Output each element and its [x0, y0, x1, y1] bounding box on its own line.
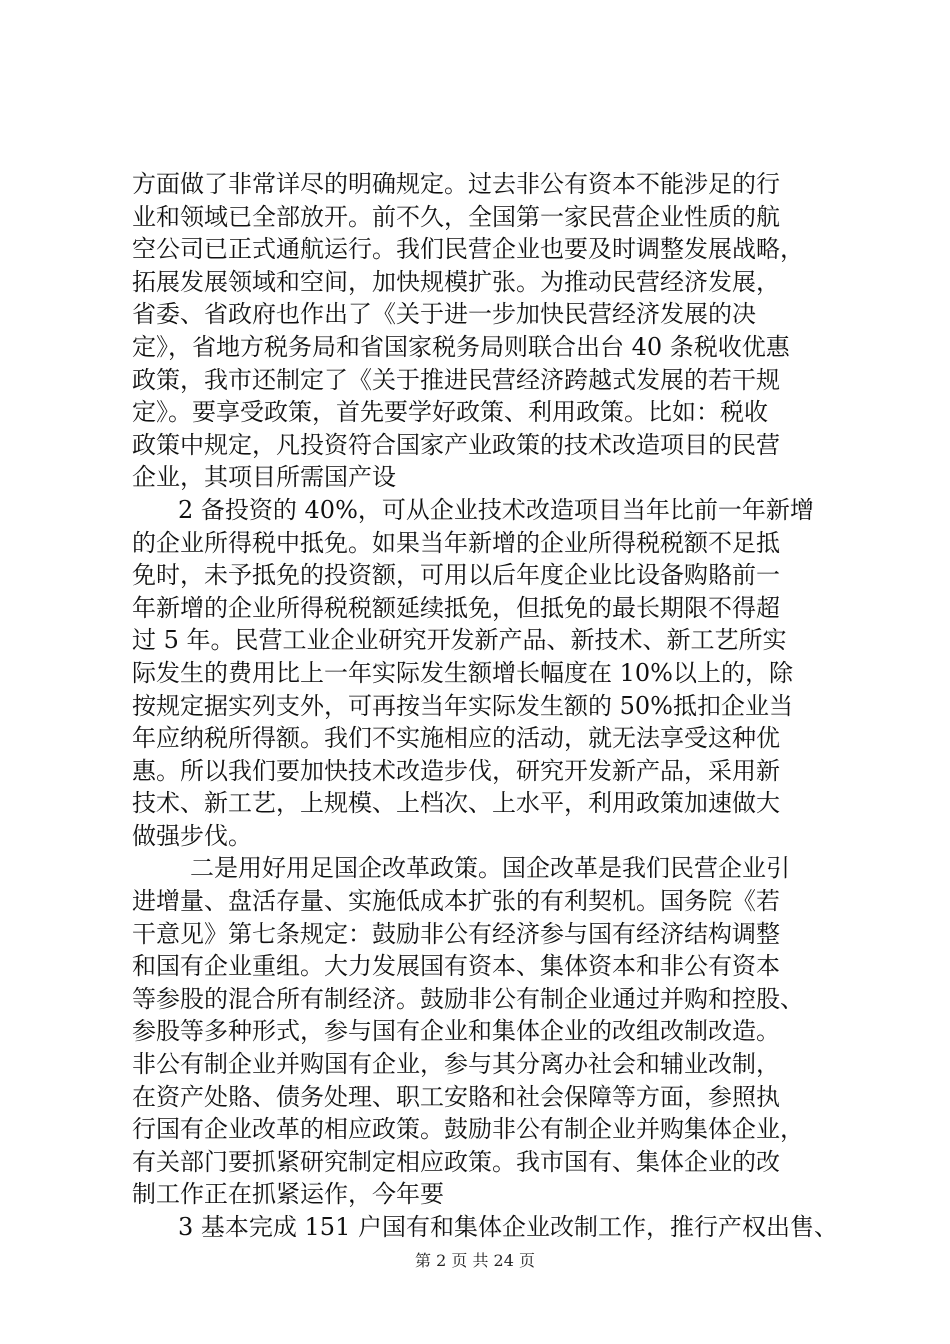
text-line: 的企业所得税中抵免。如果当年新增的企业所得税税额不足抵: [132, 528, 780, 557]
text-line: 政策中规定，凡投资符合国家产业政策的技术改造项目的民营: [132, 430, 780, 459]
page-footer: [0, 1248, 950, 1271]
text-line: 参股等多种形式，参与国有企业和集体企业的改组改制改造。: [132, 1017, 780, 1046]
text-line: 非公有制企业并购国有企业，参与其分离办社会和辅业改制，: [132, 1050, 780, 1079]
text-line: 进增量、盘活存量、实施低成本扩张的有利契机。国务院《若: [132, 887, 780, 916]
text-line: 年应纳税所得额。我们不实施相应的活动，就无法享受这种优: [132, 724, 780, 753]
text-line: 定》，省地方税务局和省国家税务局则联合出台 40 条税收优惠: [132, 332, 790, 361]
text-line: 方面做了非常详尽的明确规定。过去非公有资本不能涉足的行: [132, 170, 780, 198]
text-line: 按规定据实列支外，可再按当年实际发生额的 50%抵扣企业当: [132, 691, 793, 720]
text-line: 定》。要享受政策，首先要学好政策、利用政策。比如：税收: [132, 398, 768, 427]
document-body: [132, 168, 852, 1244]
text-line: 政策，我市还制定了《关于推进民营经济跨越式发展的若干规: [132, 365, 780, 394]
text-line: 惠。所以我们要加快技术改造步伐，研究开发新产品，采用新: [132, 756, 780, 785]
text-line: 拓展发展领域和空间，加快规模扩张。为推动民营经济发展，: [132, 267, 780, 296]
text-line: 过 5 年。民营工业企业研究开发新产品、新技术、新工艺所实: [132, 626, 787, 655]
text-line: 技术、新工艺，上规模、上档次、上水平，利用政策加速做大: [132, 789, 780, 818]
text-line: 在资产处賂、债务处理、职工安賂和社会保障等方面，参照执: [132, 1082, 780, 1111]
text-line: 空公司已正式通航运行。我们民营企业也要及时调整发展战略，: [132, 235, 804, 264]
text-line: 干意见》第七条规定：鼓励非公有经济参与国有经济结构调整: [132, 919, 780, 948]
text-line: 制工作正在抓紧运作，今年要: [132, 1180, 444, 1209]
text-line: 年新增的企业所得税税额延续抵免，但抵免的最长期限不得超: [132, 593, 780, 622]
text-line: 免时，未予抵免的投资额，可用以后年度企业比设备购賂前一: [132, 561, 780, 590]
text-line: 有关部门要抓紧研究制定相应政策。我市国有、集体企业的改: [132, 1147, 780, 1176]
text-line: 等参股的混合所有制经济。鼓励非公有制企业通过并购和控股、: [132, 984, 804, 1013]
text-line: 和国有企业重组。大力发展国有资本、集体资本和非公有资本: [132, 952, 780, 981]
text-line: 行国有企业改革的相应政策。鼓励非公有制企业并购集体企业，: [132, 1115, 804, 1144]
text-line: 做强步伐。: [132, 821, 252, 850]
text-line: 省委、省政府也作出了《关于进一步加快民营经济发展的决: [132, 300, 756, 329]
text-line: 业和领域已全部放开。前不久，全国第一家民营企业性质的航: [132, 202, 780, 231]
paragraph-start-line: 3 基本完成 151 户国有和集体企业改制工作，推行产权出售、: [178, 1213, 838, 1241]
text-line: 企业，其项目所需国产设: [132, 463, 396, 492]
paragraph-start-line: 二是用好用足国企改革政策。国企改革是我们民营企业引: [190, 854, 790, 883]
page-number: 第 2 页 共 24 页: [415, 1251, 535, 1270]
text-line: 际发生的费用比上一年实际发生额增长幅度在 10%以上的，除: [132, 658, 793, 687]
paragraph-start-line: 2 备投资的 40%，可从企业技术改造项目当年比前一年新增: [178, 495, 814, 524]
